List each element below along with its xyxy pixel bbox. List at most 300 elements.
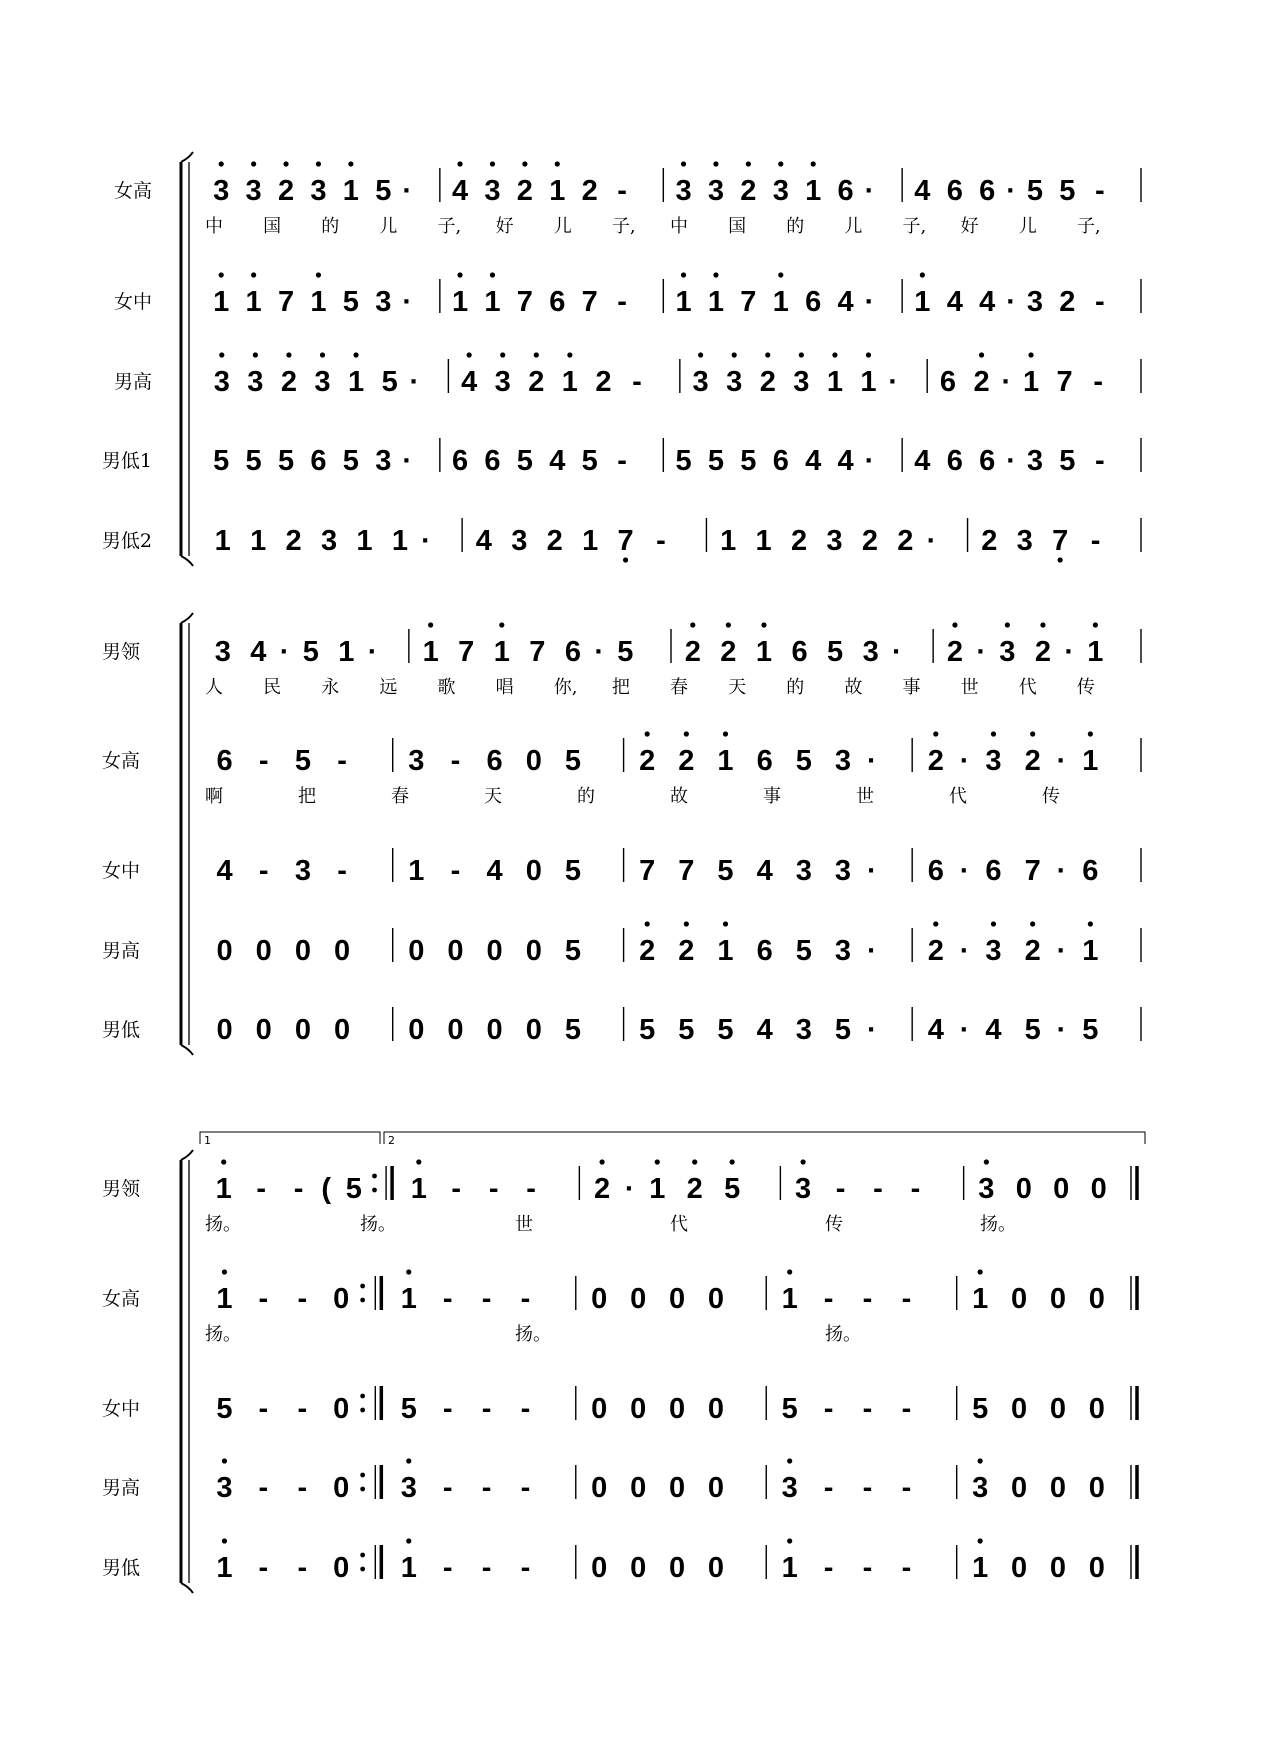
lyric: 扬。 — [205, 1324, 241, 1345]
note: 5 — [581, 445, 598, 477]
part-row — [102, 1007, 1141, 1046]
note: 2 — [516, 175, 533, 207]
note: 4 — [216, 855, 233, 887]
note: 3 — [213, 175, 230, 207]
lyric: 的 — [577, 786, 595, 807]
octave-dot-high — [316, 161, 321, 166]
note: 0 — [630, 1283, 647, 1315]
note: 0 — [294, 935, 311, 967]
note: · — [867, 1014, 877, 1046]
note: 6 — [549, 286, 566, 318]
note: - — [258, 855, 269, 887]
octave-dot-high — [416, 1159, 421, 1164]
part-row — [102, 622, 1141, 698]
note: 1 — [772, 286, 789, 318]
lyric: 故 — [670, 786, 688, 807]
note: 3 — [310, 175, 327, 207]
note: · — [402, 286, 412, 318]
note: 5 — [342, 445, 359, 477]
octave-dot-high — [221, 1159, 226, 1164]
octave-dot-high — [991, 921, 996, 926]
lyric: 儿 — [1018, 216, 1037, 237]
note: 4 — [250, 636, 267, 668]
note: - — [297, 1393, 308, 1425]
note: 3 — [314, 366, 331, 398]
note: 4 — [837, 445, 854, 477]
note: 2 — [581, 175, 598, 207]
volta-1-bracket — [200, 1132, 380, 1144]
octave-dot-high — [684, 921, 689, 926]
part-row — [102, 1538, 1137, 1584]
note: 5 — [564, 1014, 582, 1046]
note: 2 — [639, 935, 656, 967]
lyric: 儿 — [844, 216, 863, 237]
note: - — [481, 1283, 492, 1315]
octave-dot-high — [490, 272, 495, 277]
octave-dot-high — [655, 1159, 660, 1164]
note: - — [823, 1472, 834, 1504]
note: - — [617, 445, 627, 477]
note: 0 — [1090, 1173, 1107, 1205]
octave-dot-high — [713, 272, 718, 277]
note: 2 — [790, 525, 808, 557]
note: 0 — [668, 1283, 686, 1315]
lyric: 远 — [379, 677, 398, 698]
bracket-hook — [181, 556, 193, 566]
note: 6 — [310, 445, 327, 477]
note: 2 — [686, 1173, 703, 1205]
repeat-dot — [360, 1567, 365, 1572]
lyric: 中 — [670, 216, 688, 237]
note: - — [258, 1472, 269, 1504]
note: 0 — [1049, 1472, 1067, 1504]
note: 5 — [345, 1173, 362, 1205]
note: 4 — [486, 855, 503, 887]
lyric: 啊 — [205, 786, 223, 807]
octave-dot-high — [320, 352, 325, 357]
note: 6 — [756, 745, 773, 777]
octave-dot-high — [1088, 921, 1093, 926]
note: 0 — [630, 1393, 647, 1425]
note: · — [1001, 366, 1012, 398]
note: 5 — [781, 1393, 798, 1425]
note: 1 — [781, 1283, 798, 1315]
note: 3 — [985, 935, 1002, 967]
note: 0 — [525, 745, 542, 777]
note: - — [450, 745, 461, 777]
note: 3 — [247, 366, 264, 398]
note: · — [959, 855, 970, 887]
part-label: 男高 — [101, 1477, 140, 1499]
note: 0 — [216, 935, 233, 967]
note: - — [488, 1173, 499, 1205]
note: 3 — [772, 175, 789, 207]
note: 0 — [1010, 1552, 1028, 1584]
lyric: 民 — [263, 677, 282, 698]
note: 0 — [1049, 1393, 1067, 1425]
note: 3 — [294, 855, 311, 887]
note: 0 — [486, 935, 503, 967]
note: 5 — [617, 636, 634, 668]
note: 6 — [979, 445, 996, 477]
part-label: 男领 — [101, 1178, 140, 1200]
part-label: 男低 — [101, 1019, 140, 1041]
note: 5 — [740, 445, 757, 477]
note: 2 — [1024, 745, 1041, 777]
note: 1 — [408, 855, 425, 887]
note: 5 — [564, 935, 582, 967]
note: 3 — [216, 1472, 233, 1504]
note: 3 — [795, 1173, 812, 1205]
note: 3 — [834, 935, 852, 967]
bracket-hook — [181, 1150, 193, 1160]
octave-dot-high — [811, 161, 816, 166]
note: 3 — [408, 745, 425, 777]
note: 6 — [927, 855, 944, 887]
octave-dot-high — [645, 921, 650, 926]
lyric: 春 — [670, 677, 688, 698]
octave-dot-high — [787, 1538, 792, 1543]
octave-dot-high — [222, 1538, 227, 1543]
note: 5 — [724, 1173, 741, 1205]
note: 3 — [675, 175, 692, 207]
note: 1 — [250, 525, 267, 557]
note: - — [823, 1283, 834, 1315]
note: 1 — [561, 366, 578, 398]
note: 2 — [1034, 636, 1052, 668]
note: 1 — [755, 636, 773, 668]
lyric: 子, — [437, 216, 462, 237]
note: 2 — [1059, 286, 1076, 318]
note: 1 — [484, 286, 501, 318]
octave-dot-high — [746, 161, 751, 166]
note: 0 — [1088, 1552, 1105, 1584]
note: · — [888, 366, 899, 398]
octave-dot-high — [800, 1159, 805, 1164]
note: - — [481, 1393, 492, 1425]
note: 4 — [946, 286, 963, 318]
note: 4 — [805, 445, 822, 477]
note: 0 — [1049, 1283, 1067, 1315]
lyric: 歌 — [437, 677, 456, 698]
note: 0 — [447, 1014, 464, 1046]
note: 1 — [972, 1552, 989, 1584]
lyric: 扬。 — [980, 1214, 1016, 1235]
note: 5 — [400, 1393, 417, 1425]
note: 0 — [1010, 1393, 1028, 1425]
octave-dot-high — [681, 161, 686, 166]
note: 5 — [302, 636, 319, 668]
octave-dot-high — [286, 352, 291, 357]
part-label: 男低2 — [101, 530, 152, 552]
octave-dot-high — [761, 622, 766, 627]
note: 3 — [795, 1014, 812, 1046]
note: - — [1093, 366, 1104, 398]
note: - — [901, 1283, 912, 1315]
repeat-dot — [372, 1174, 377, 1179]
note: - — [835, 1173, 846, 1205]
part-row — [102, 438, 1141, 477]
note: 3 — [1026, 286, 1044, 318]
octave-dot-high — [251, 161, 256, 166]
octave-dot-high — [799, 352, 804, 357]
lyric: 的 — [321, 216, 340, 237]
bracket-hook — [181, 1583, 193, 1593]
note: 3 — [1016, 525, 1033, 557]
octave-dot-high — [457, 272, 462, 277]
note: 1 — [493, 636, 510, 668]
note: 6 — [216, 745, 233, 777]
repeat-dot — [360, 1487, 365, 1492]
note: 3 — [494, 366, 511, 398]
lyric: 代 — [949, 786, 967, 807]
lyric: 世 — [960, 677, 979, 698]
note: 3 — [834, 745, 852, 777]
note: - — [901, 1393, 912, 1425]
part-label: 男高 — [113, 371, 152, 393]
lyric: 的 — [786, 677, 805, 698]
note: 2 — [678, 745, 695, 777]
lyric: 子, — [611, 216, 636, 237]
note: 7 — [639, 855, 656, 887]
note: 0 — [591, 1552, 608, 1584]
lyric: 扬。 — [360, 1214, 396, 1235]
note: 7 — [581, 286, 598, 318]
volta-1-number: 1 — [204, 1134, 211, 1147]
note: 5 — [675, 445, 692, 477]
octave-dot-high — [251, 272, 256, 277]
repeat-dot — [360, 1298, 365, 1303]
note: - — [823, 1552, 834, 1584]
note: 7 — [1052, 525, 1069, 557]
note: 0 — [707, 1393, 725, 1425]
note: 2 — [981, 525, 998, 557]
note: 1 — [805, 175, 822, 207]
octave-dot-high — [253, 352, 258, 357]
octave-dot-high — [467, 352, 472, 357]
note: 1 — [215, 1173, 232, 1205]
octave-dot-high — [991, 731, 996, 736]
note: - — [632, 366, 642, 398]
octave-dot-high — [406, 1269, 411, 1274]
lyric: 事 — [763, 786, 781, 807]
note: · — [959, 935, 970, 967]
note: - — [526, 1173, 536, 1205]
note: 0 — [591, 1283, 608, 1315]
note: · — [1056, 1014, 1067, 1046]
note: · — [892, 636, 902, 668]
note: - — [873, 1173, 883, 1205]
part-row — [102, 518, 1141, 563]
octave-dot-high — [219, 352, 224, 357]
note: 5 — [717, 855, 734, 887]
note: 7 — [277, 286, 295, 318]
note: · — [959, 745, 970, 777]
note: 2 — [946, 636, 964, 668]
octave-dot-high — [933, 921, 938, 926]
note: 1 — [1087, 636, 1104, 668]
note: 5 — [213, 445, 230, 477]
octave-dot-high — [787, 1269, 792, 1274]
lyric: 中 — [205, 216, 223, 237]
note: 5 — [245, 445, 262, 477]
note: 3 — [400, 1472, 417, 1504]
octave-dot-high — [316, 272, 321, 277]
note: 0 — [408, 1014, 425, 1046]
note: 5 — [707, 445, 725, 477]
note: 1 — [348, 366, 365, 398]
note: 3 — [793, 366, 810, 398]
note: - — [901, 1552, 912, 1584]
note: · — [1056, 745, 1067, 777]
octave-dot-high — [681, 272, 686, 277]
octave-dot-high — [713, 161, 718, 166]
octave-dot-high — [1005, 622, 1010, 627]
note: 1 — [245, 286, 262, 318]
octave-dot-high — [406, 1458, 411, 1463]
note: 6 — [756, 935, 773, 967]
note: 4 — [927, 1014, 944, 1046]
note: 3 — [511, 525, 528, 557]
note: 4 — [756, 1014, 773, 1046]
octave-dot-high — [219, 161, 224, 166]
repeat-dot — [360, 1553, 365, 1558]
note: 7 — [678, 855, 695, 887]
note: 0 — [668, 1393, 686, 1425]
note: 1 — [707, 286, 725, 318]
octave-dot-high — [283, 161, 288, 166]
part-label: 男低1 — [101, 450, 152, 472]
note: 3 — [781, 1472, 798, 1504]
note: 6 — [946, 445, 963, 477]
note: · — [367, 636, 378, 668]
note: 2 — [546, 525, 563, 557]
note: 0 — [707, 1283, 725, 1315]
note: 1 — [356, 525, 373, 557]
note: 1 — [860, 366, 877, 398]
note: 0 — [1088, 1393, 1105, 1425]
note: 3 — [1026, 445, 1044, 477]
octave-dot-high — [534, 352, 539, 357]
lyric: 世 — [515, 1214, 533, 1235]
note: 0 — [334, 1014, 351, 1046]
note: - — [656, 525, 666, 557]
note: 5 — [1059, 175, 1076, 207]
note: 7 — [1024, 855, 1041, 887]
note: 4 — [985, 1014, 1002, 1046]
lyric: 你, — [553, 677, 578, 698]
bracket-hook — [181, 613, 193, 623]
note: 5 — [277, 445, 295, 477]
note: 2 — [528, 366, 545, 398]
lyric: 永 — [321, 677, 340, 698]
note: - — [1094, 445, 1105, 477]
note: 3 — [834, 855, 852, 887]
lyric: 的 — [786, 216, 805, 237]
note: 2 — [684, 636, 701, 668]
part-label: 男低 — [101, 1557, 140, 1579]
part-row — [102, 848, 1141, 887]
note: - — [297, 1552, 308, 1584]
note: 6 — [484, 445, 501, 477]
part-row — [102, 1386, 1137, 1425]
note: 3 — [484, 175, 501, 207]
note: 5 — [1082, 1014, 1099, 1046]
note: · — [864, 286, 875, 318]
note: 3 — [978, 1173, 995, 1205]
note: 1 — [549, 175, 566, 207]
note: 2 — [759, 366, 776, 398]
note: 3 — [245, 175, 262, 207]
lyric: 天 — [484, 786, 502, 807]
octave-dot-high — [555, 161, 560, 166]
note: · — [1056, 935, 1067, 967]
note: 1 — [1022, 366, 1040, 398]
note: 6 — [837, 175, 854, 207]
note: 6 — [564, 636, 582, 668]
octave-dot-high — [984, 1159, 989, 1164]
lyric: 国 — [728, 216, 747, 237]
note: 1 — [410, 1173, 427, 1205]
note: 4 — [756, 855, 773, 887]
octave-dot-high — [920, 272, 925, 277]
note: 7 — [617, 525, 634, 557]
note: 2 — [740, 175, 757, 207]
note: 6 — [985, 855, 1002, 887]
system-2 — [102, 613, 1141, 1055]
note: - — [862, 1393, 873, 1425]
note: - — [862, 1472, 873, 1504]
note: 0 — [333, 1393, 350, 1425]
note: - — [442, 1472, 453, 1504]
note: - — [1094, 175, 1105, 207]
note: 0 — [591, 1393, 608, 1425]
note: 2 — [595, 366, 612, 398]
note: 0 — [1088, 1472, 1105, 1504]
part-row — [114, 272, 1141, 318]
note: 2 — [720, 636, 737, 668]
note: 5 — [827, 636, 844, 668]
note: 0 — [408, 935, 425, 967]
note: 2 — [678, 935, 695, 967]
note: - — [481, 1552, 492, 1584]
note: 1 — [400, 1552, 417, 1584]
repeat-dot — [372, 1188, 377, 1193]
lyric: 故 — [844, 677, 863, 698]
note: · — [594, 636, 604, 668]
note: 0 — [1010, 1283, 1028, 1315]
note: 5 — [678, 1014, 695, 1046]
note: 7 — [1056, 366, 1073, 398]
note: 5 — [1059, 445, 1076, 477]
note: 5 — [564, 855, 582, 887]
note: 6 — [946, 175, 963, 207]
note: 5 — [381, 366, 398, 398]
note: 4 — [475, 525, 492, 557]
lyric: 把 — [611, 677, 630, 698]
note: - — [520, 1283, 531, 1315]
note: 1 — [342, 175, 359, 207]
octave-dot-high — [567, 352, 572, 357]
octave-dot-high — [645, 731, 650, 736]
note: · — [976, 636, 986, 668]
note: 4 — [914, 175, 931, 207]
note: · — [402, 175, 412, 207]
note: - — [451, 1173, 462, 1205]
note: 2 — [594, 1173, 611, 1205]
part-row — [102, 1458, 1137, 1504]
note: · — [1064, 636, 1074, 668]
